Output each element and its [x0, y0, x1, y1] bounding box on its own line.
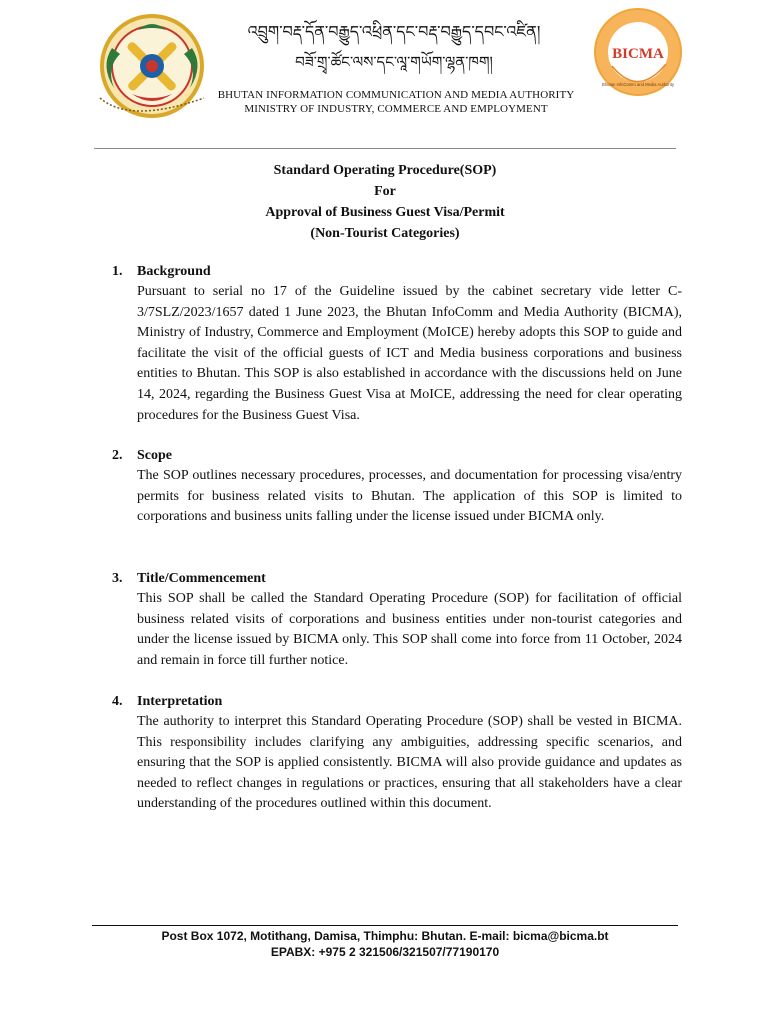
footer-phone: EPABX: +975 2 321506/321507/77190170: [270, 945, 500, 959]
national-emblem-icon: [90, 8, 214, 128]
organization-name: BHUTAN INFORMATION COMMUNICATION AND MEDIA AUTHORITY: [217, 89, 575, 101]
bicma-logo-icon: [592, 6, 684, 98]
ministry-name: MINISTRY OF INDUSTRY, COMMERCE AND EMPLOYMENT: [244, 103, 548, 115]
section-title-commencement: [112, 569, 682, 671]
title-line-2: For: [374, 184, 396, 199]
section-body: The authority to interpret this Standard Operating Procedure (SOP) shall be vested in BICMA. This responsibility includes clarifying any ambiguities, addressing specific scenarios, and ensuring that the SOP is applied consistently. BICMA will also provide guidance and updates as needed to reflect changes in regulations or practices, ensuring that all stakeholders have a clear understanding of the procedures outlined within this document.: [137, 714, 682, 812]
section-heading: Title/Commencement: [137, 571, 266, 586]
section-background: [112, 262, 682, 426]
section-heading: Background: [137, 264, 211, 279]
title-line-1: Standard Operating Procedure(SOP): [273, 163, 497, 178]
section-body: Pursuant to serial no 17 of the Guideline issued by the cabinet secretary vide letter C-3/7SLZ/2023/1657 dated 1 June 2023, the Bhutan InfoComm and Media Authority (BICMA), Ministry of Industry, Commerce and Employment (MoICE) hereby adopts this SOP to guide and facilitate the visit of the official guests of ICT and Media business corporations and business entities to Bhutan. This SOP is also established in accordance with the discussions held on June 14, 2024, regarding the Business Guest Visa at MoICE, addressing the need for clear operating procedures for the Business Guest Visa.: [137, 284, 682, 423]
section-body: This SOP shall be called the Standard Operating Procedure (SOP) for facilitation of official business related visits of corporations and business entities under non-tourist categories and under the license issued by BICMA only. This SOP shall come into force from 11 October, 2024 and remain in force till further notice.: [137, 591, 682, 668]
dzongkha-ministry-name: བཟོ་གྲྭ་ཚོང་ལས་དང་ལཱ་གཡོག་ལྷན་ཁག།: [295, 53, 493, 71]
section-heading: Scope: [137, 448, 172, 463]
section-interpretation: [112, 692, 682, 815]
title-line-4: (Non-Tourist Categories): [310, 226, 460, 241]
section-number: 2.: [112, 448, 123, 463]
section-number: 1.: [112, 264, 123, 279]
title-line-3: Approval of Business Guest Visa/Permit: [265, 205, 505, 220]
footer-address: Post Box 1072, Motithang, Damisa, Thimphu: Bhutan. E-mail: bicma@bicma.bt: [161, 929, 609, 943]
footer-divider: [92, 925, 678, 926]
section-number: 4.: [112, 694, 123, 709]
header-divider: [94, 148, 676, 149]
section-number: 3.: [112, 571, 123, 586]
dzongkha-authority-name: འབྲུག་བརྡ་དོན་བརྒྱུད་འཕྲིན་དང་བརྡ་བརྒྱུད་དབང་འཛིན།: [247, 22, 541, 41]
section-body: The SOP outlines necessary procedures, processes, and documentation for processing visa/entry permits for business related visits to Bhutan. The application of this SOP is limited to corporations and business units falling under the license issued under BICMA only.: [137, 468, 682, 525]
bicma-logo-text: BICMA: [612, 46, 664, 62]
bicma-logo-arc-text: Bhutan InfoComm and Media Authority: [602, 82, 674, 87]
document-title: [185, 160, 585, 244]
section-heading: Interpretation: [137, 694, 223, 709]
section-scope: [112, 446, 682, 528]
